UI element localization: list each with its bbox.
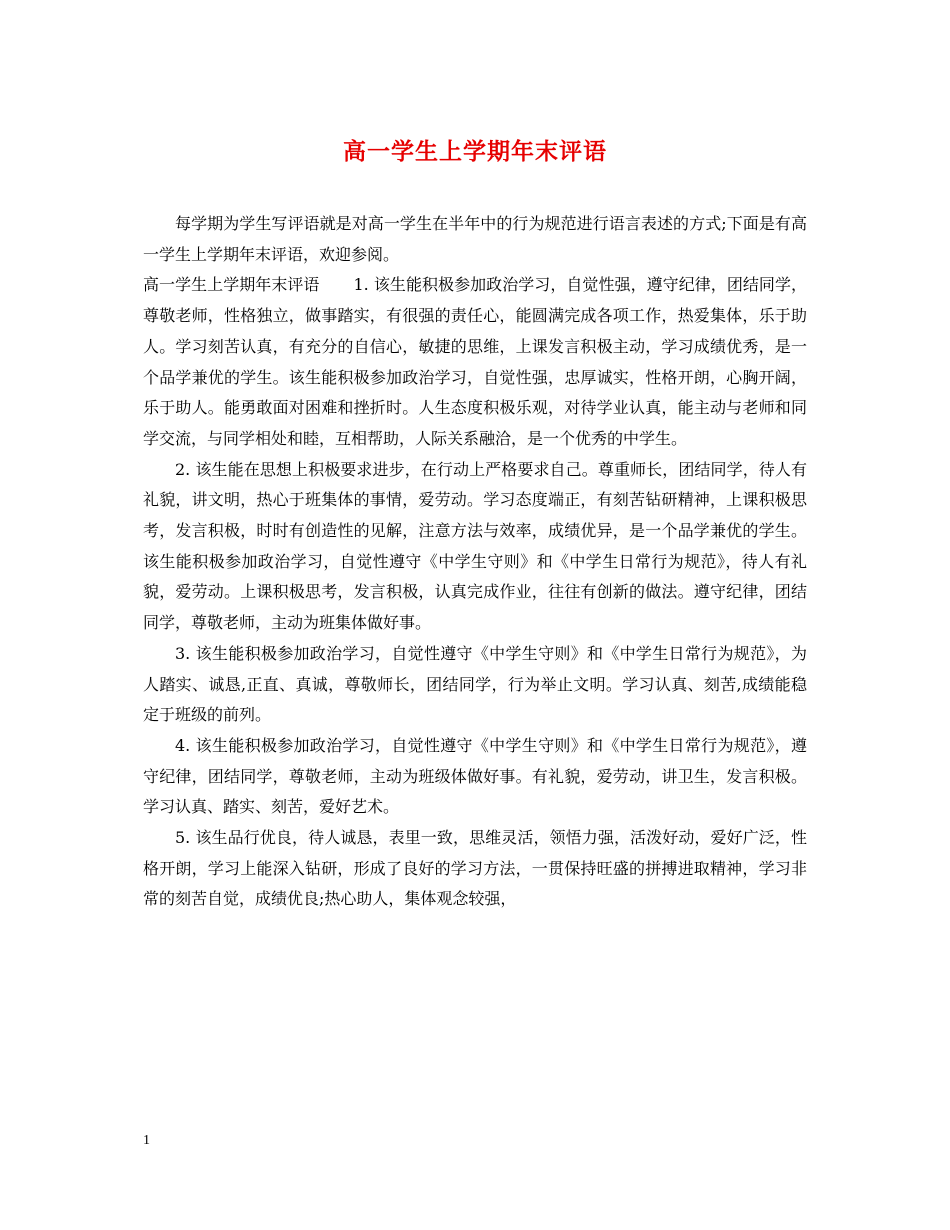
document-body bbox=[143, 209, 807, 915]
comment-item-5: 5. 该生品行优良，待人诚恳，表里一致，思维灵活，领悟力强，活泼好动，爱好广泛，性格开朗，学习上能深入钻研，形成了良好的学习方法，一贯保持旺盛的拼搏进取精神，学习非常的刻苦自觉，成绩优良;热心助人，集体观念较强， bbox=[143, 828, 807, 909]
page-number: 1 bbox=[143, 1133, 150, 1148]
comment-item-1-paragraph bbox=[143, 270, 807, 454]
comment-item-1: 1. 该生能积极参加政治学习，自觉性强，遵守纪律，团结同学，尊敬老师，性格独立，做事踏实，有很强的责任心，能圆满完成各项工作，热爱集体，乐于助人。学习刻苦认真，有充分的自信心，敏捷的思维，上课发言积极主动，学习成绩优秀，是一个品学兼优的学生。该生能积极参加政治学习，自觉性强，忠厚诚实，性格开朗，心胸开阔，乐于助人。能勇敢面对困难和挫折时。人生态度积极乐观，对待学业认真，能主动与老师和同学交流，与同学相处和睦，互相帮助，人际关系融洽，是一个优秀的中学生。 bbox=[143, 275, 807, 448]
comment-item-2: 2. 该生能在思想上积极要求进步，在行动上严格要求自己。尊重师长，团结同学，待人有礼貌，讲文明，热心于班集体的事情，爱劳动。学习态度端正，有刻苦钻研精神，上课积极思考，发言积极，时时有创造性的见解，注意方法与效率，成绩优异，是一个品学兼优的学生。该生能积极参加政治学习，自觉性遵守《中学生守则》和《中学生日常行为规范》，待人有礼貌，爱劳动。上课积极思考，发言积极，认真完成作业，往往有创新的做法。遵守纪律，团结同学，尊敬老师，主动为班集体做好事。 bbox=[143, 459, 807, 633]
document-title: 高一学生上学期年末评语 bbox=[343, 138, 607, 165]
intro-paragraph: 每学期为学生写评语就是对高一学生在半年中的行为规范进行语言表述的方式;下面是有高一学生上学期年末评语，欢迎参阅。 bbox=[143, 214, 807, 264]
comment-item-4: 4. 该生能积极参加政治学习，自觉性遵守《中学生守则》和《中学生日常行为规范》，遵守纪律，团结同学，尊敬老师，主动为班级体做好事。有礼貌，爱劳动，讲卫生，发言积极。学习认真、踏实、刻苦，爱好艺术。 bbox=[143, 735, 807, 817]
comment-item-3: 3. 该生能积极参加政治学习，自觉性遵守《中学生守则》和《中学生日常行为规范》，为人踏实、诚恳,正直、真诚，尊敬师长，团结同学，行为举止文明。学习认真、刻苦,成绩能稳定于班级的前列。 bbox=[143, 643, 807, 725]
section-heading: 高一学生上学期年末评语 bbox=[143, 275, 320, 295]
